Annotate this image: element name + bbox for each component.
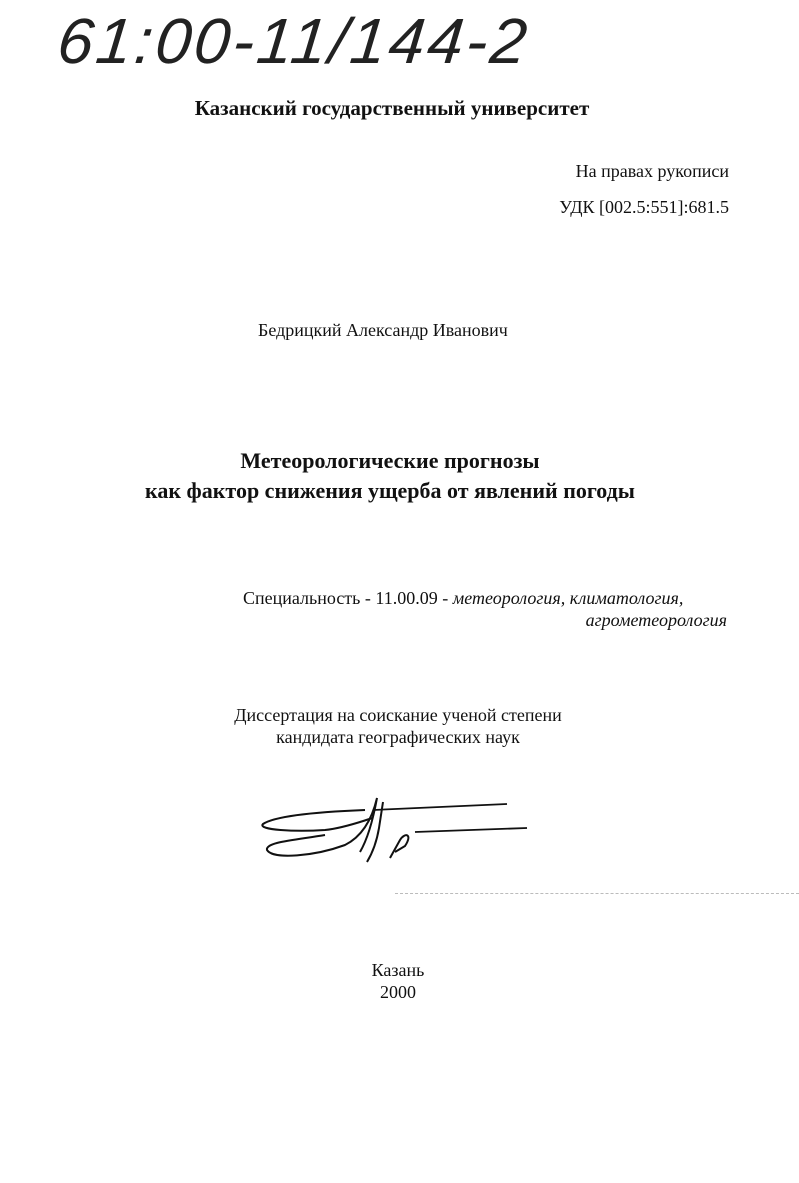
year: 2000: [380, 982, 416, 1002]
title-line-2: как фактор снижения ущерба от явлений погоды: [145, 478, 635, 503]
author-name: Бедрицкий Александр Иванович: [258, 320, 508, 340]
specialty-fields-cont: агрометеорология: [585, 610, 727, 630]
specialty-code: Специальность - 11.00.09 -: [243, 588, 453, 608]
specialty-fields: метеорология, климатология,: [452, 588, 684, 608]
degree-line-2: кандидата географических наук: [276, 727, 520, 747]
manuscript-rights: На правах рукописи: [575, 161, 729, 181]
specialty-line: [243, 587, 683, 609]
signature: [255, 790, 545, 870]
title-line-1: Метеорологические прогнозы: [240, 448, 540, 473]
udc-code: УДК [002.5:551]:681.5: [559, 197, 729, 217]
scan-artifact-line: [395, 893, 799, 894]
degree-line-1: Диссертация на соискание ученой степени: [234, 705, 562, 725]
university-name: Казанский государственный университет: [194, 96, 590, 120]
handwritten-catalog-number: 61:00-11/144-2: [54, 5, 534, 77]
city: Казань: [371, 960, 425, 980]
